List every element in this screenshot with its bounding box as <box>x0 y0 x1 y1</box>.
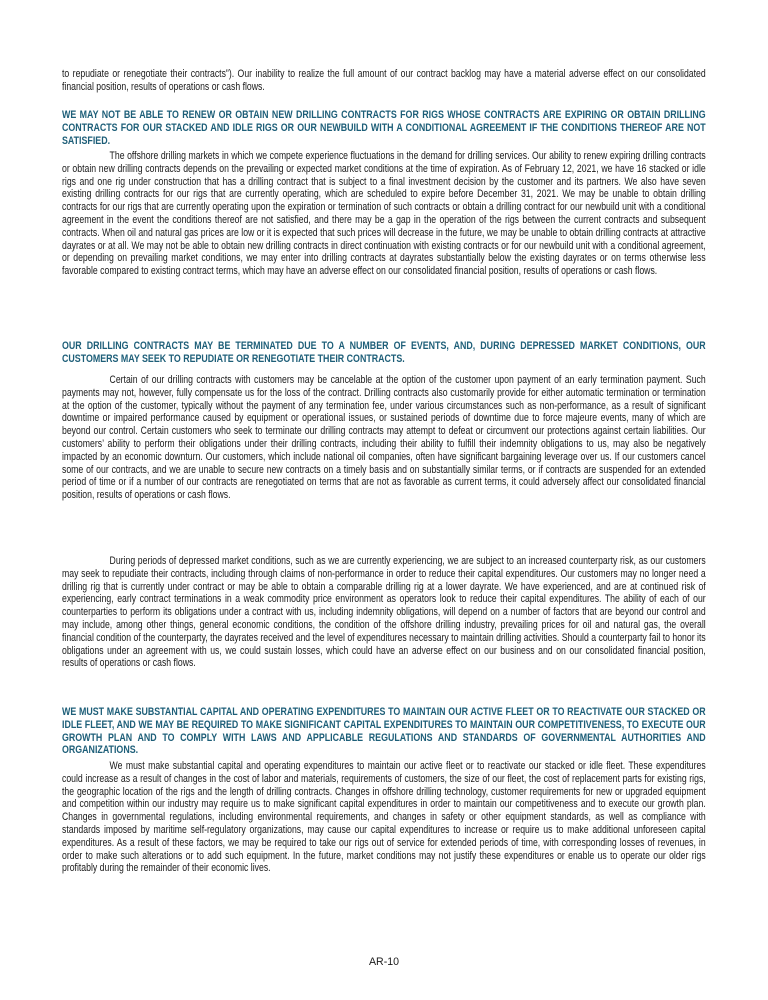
paragraph-capital-expenditures: We must make substantial capital and operating expenditures to maintain our active fleet or to reactivate our stacked or idle fleet. These expenditures could increase as a result of changes in the cost of labor and materials, requirements of customers, the size of our fleet, the cost of replacement parts for existing rigs, the geographic location of the rigs and the length of drilling contracts. Changes in offshore drilling technology, customer requirements for new or upgraded equipment and competition within our industry may require us to make significant capital expenditures in order to maintain our competitiveness and to execute our growth plan. Changes in governmental regulations, including environmental requirements, and changes in safety or other equipment standards, as well as compliance with standards imposed by maritime self-regulatory organizations, may cause our capital expenditures to increase or require us to make additional unforeseen capital expenditures. As a result of these factors, we may be required to take our rigs out of service for extended periods of time, with corresponding losses of revenues, in order to make such alterations or to add such equipment. In the future, market conditions may not justify these expenditures or enable us to operate our older rigs profitably during the remainder of their economic lives. <box>62 760 706 875</box>
page-number: AR-10 <box>368 956 400 968</box>
paragraph-continuation: to repudiate or renegotiate their contracts”). Our inability to realize the full amount of our contract backlog may have a material adverse effect on our consolidated financial position, results of operations or cash flows. <box>62 68 706 93</box>
paragraph-counterparty-risk: During periods of depressed market conditions, such as we are currently experiencing, we are subject to an increased counterparty risk, as our customers may seek to repudiate their contracts, including through claims of non-performance in order to reduce their capital expenditures. Our customers may no longer need a drilling rig that is currently under contract or may be able to obtain a comparable drilling rig at a lower dayrate. We have experienced, and are at continued risk of experiencing, early contract terminations in a weak commodity price environment as operators look to reduce their capital expenditures. The ability of each of our counterparties to perform its obligations under a contract with us, including indemnity obligations, will depend on a number of factors that are beyond our control and may include, among other things, general economic conditions, the condition of the offshore drilling industry, prevailing prices for oil and natural gas, the overall financial condition of the counterparty, the dayrates received and the level of expenditures necessary to maintain drilling activities. Should a counterparty fail to honor its obligations under an agreement with us, we could sustain losses, which could have an adverse effect on our business and on our consolidated financial position, results of operations or cash flows. <box>62 555 706 670</box>
section-heading-terminated-contracts: OUR DRILLING CONTRACTS MAY BE TERMINATED DUE TO A NUMBER OF EVENTS, AND, DURING DEPRESSED MARKET CONDITIONS, OUR CUSTOMERS MAY SEEK TO REPUDIATE OR RENEGOTIATE THEIR CONTRACTS. <box>62 340 706 365</box>
paragraph-renew-contracts: The offshore drilling markets in which we compete experience fluctuations in the demand for drilling services. Our ability to renew expiring drilling contracts or obtain new drilling contracts depends on the prevailing or expected market conditions at the time of expiration. As of February 12, 2021, we have 16 stacked or idle rigs and one rig under construction that has a drilling contract that is subject to a final investment decision by the customer and its partners. We also have seven existing drilling contracts for our rigs that are currently operating, which are scheduled to expire before December 31, 2021. We may be unable to obtain drilling contracts for our rigs that are currently operating upon the expiration or termination of such contracts or obtain a drilling contract for our newbuild unit with a conditional agreement in the event the conditions thereof are not satisfied, and there may be a gap in the operation of the rigs between the current contracts and subsequent contracts. When oil and natural gas prices are low or it is expected that such prices will decrease in the future, we may be unable to obtain drilling contracts at attractive dayrates or at all. We may not be able to obtain new drilling contracts in direct continuation with existing contracts or for our newbuild unit with a conditional agreement, or depending on prevailing market conditions, we may enter into drilling contracts at dayrates substantially below the existing dayrates or on terms otherwise less favorable compared to existing contract terms, which may have an adverse effect on our consolidated financial position, results of operations or cash flows. <box>62 150 706 278</box>
section-heading-renew-contracts: WE MAY NOT BE ABLE TO RENEW OR OBTAIN NEW DRILLING CONTRACTS FOR RIGS WHOSE CONTRACTS ARE EXPIRING OR OBTAIN DRILLING CONTRACTS FOR OUR STACKED AND IDLE RIGS OR OUR NEWBUILD WITH A CONDITIONAL AGREEMENT IF THE CONDITIONS THEREOF ARE NOT SATISFIED. <box>62 109 706 147</box>
section-heading-capital-expenditures: WE MUST MAKE SUBSTANTIAL CAPITAL AND OPERATING EXPENDITURES TO MAINTAIN OUR ACTIVE FLEET OR TO REACTIVATE OUR STACKED OR IDLE FLEET, AND WE MAY BE REQUIRED TO MAKE SIGNIFICANT CAPITAL EXPENDITURES TO MAINTAIN OUR COMPETITIVENESS, TO EXECUTE OUR GROWTH PLAN AND TO COMPLY WITH LAWS AND APPLICABLE REGULATIONS AND STANDARDS OF GOVERNMENTAL AUTHORITIES AND ORGANIZATIONS. <box>62 706 706 757</box>
paragraph-terminated-contracts: Certain of our drilling contracts with customers may be cancelable at the option of the customer upon payment of an early termination payment. Such payments may not, however, fully compensate us for the loss of the contract. Drilling contracts also customarily provide for either automatic termination or termination at the option of the customer, typically without the payment of any termination fee, under various circumstances such as non-performance, as a result of significant downtime or impaired performance caused by equipment or operational issues, or sustained periods of downtime due to force majeure events, many of which are beyond our control. Certain customers who seek to terminate our drilling contracts may attempt to defeat or circumvent our protections against certain liabilities. Our customers’ ability to perform their obligations under their drilling contracts, including their ability to fulfill their indemnity obligations to us, may also be negatively impacted by an economic downturn. Our customers, which include national oil companies, often have significant bargaining leverage over us. If our customers cancel some of our contracts, and we are unable to secure new contracts on a timely basis and on substantially similar terms, or if contracts are suspended for an extended period of time or if a number of our contracts are renegotiated on terms that are not as favorable as current terms, it could adversely affect our consolidated financial position, results of operations or cash flows. <box>62 374 706 502</box>
